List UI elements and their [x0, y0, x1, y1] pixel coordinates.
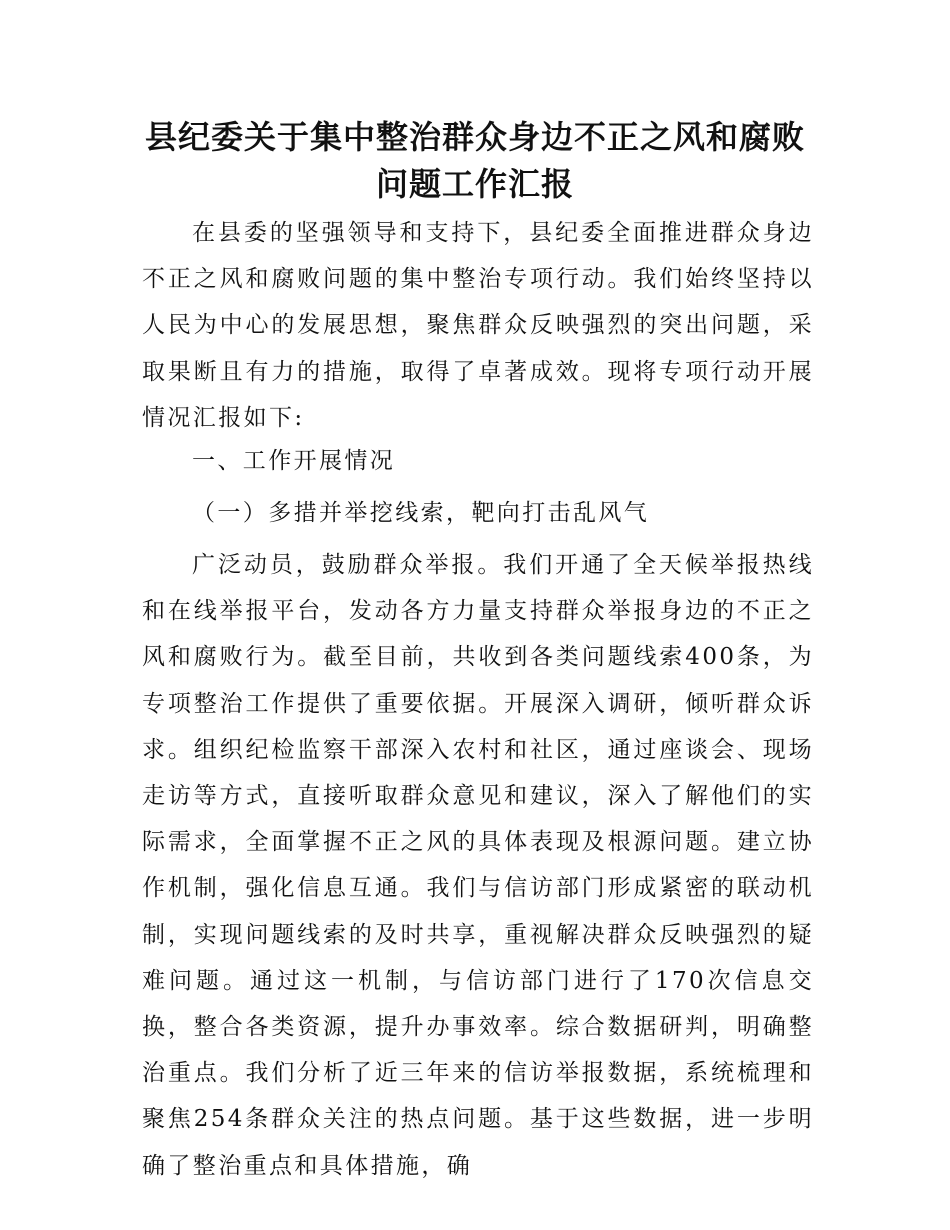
intro-paragraph: 在县委的坚强领导和支持下，县纪委全面推进群众身边不正之风和腐败问题的集中整治专项行动。我们始终坚持以人民为中心的发展思想，聚焦群众反映强烈的突出问题，采取果断且有力的措施，取得了卓著成效。现将专项行动开展情况汇报如下: — [142, 220, 814, 431]
document-title-line-2: 问题工作汇报 — [375, 165, 574, 203]
subsection-heading: （一）多措并举挖线索，靶向打击乱风气 — [192, 500, 650, 526]
section-heading: 一、工作开展情况 — [192, 448, 396, 474]
document-title-line-1: 县纪委关于集中整治群众身边不正之风和腐败 — [144, 118, 805, 156]
body-paragraph: 广泛动员，鼓励群众举报。我们开通了全天候举报热线和在线举报平台，发动各方力量支持群众举报身边的不正之风和腐败行为。截至目前，共收到各类问题线索400条，为专项整治工作提供了重要依据。开展深入调研，倾听群众诉求。组织纪检监察干部深入农村和社区，通过座谈会、现场走访等方式，直接听取群众意见和建议，深入了解他们的实际需求，全面掌握不正之风的具体表现及根源问题。建立协作机制，强化信息互通。我们与信访部门形成紧密的联动机制，实现问题线索的及时共享，重视解决群众反映强烈的疑难问题。通过这一机制，与信访部门进行了170次信息交换，整合各类资源，提升办事效率。综合数据研判，明确整治重点。我们分析了近三年来的信访举报数据，系统梳理和聚焦254条群众关注的热点问题。基于这些数据，进一步明确了整治重点和具体措施，确 — [142, 552, 814, 1179]
